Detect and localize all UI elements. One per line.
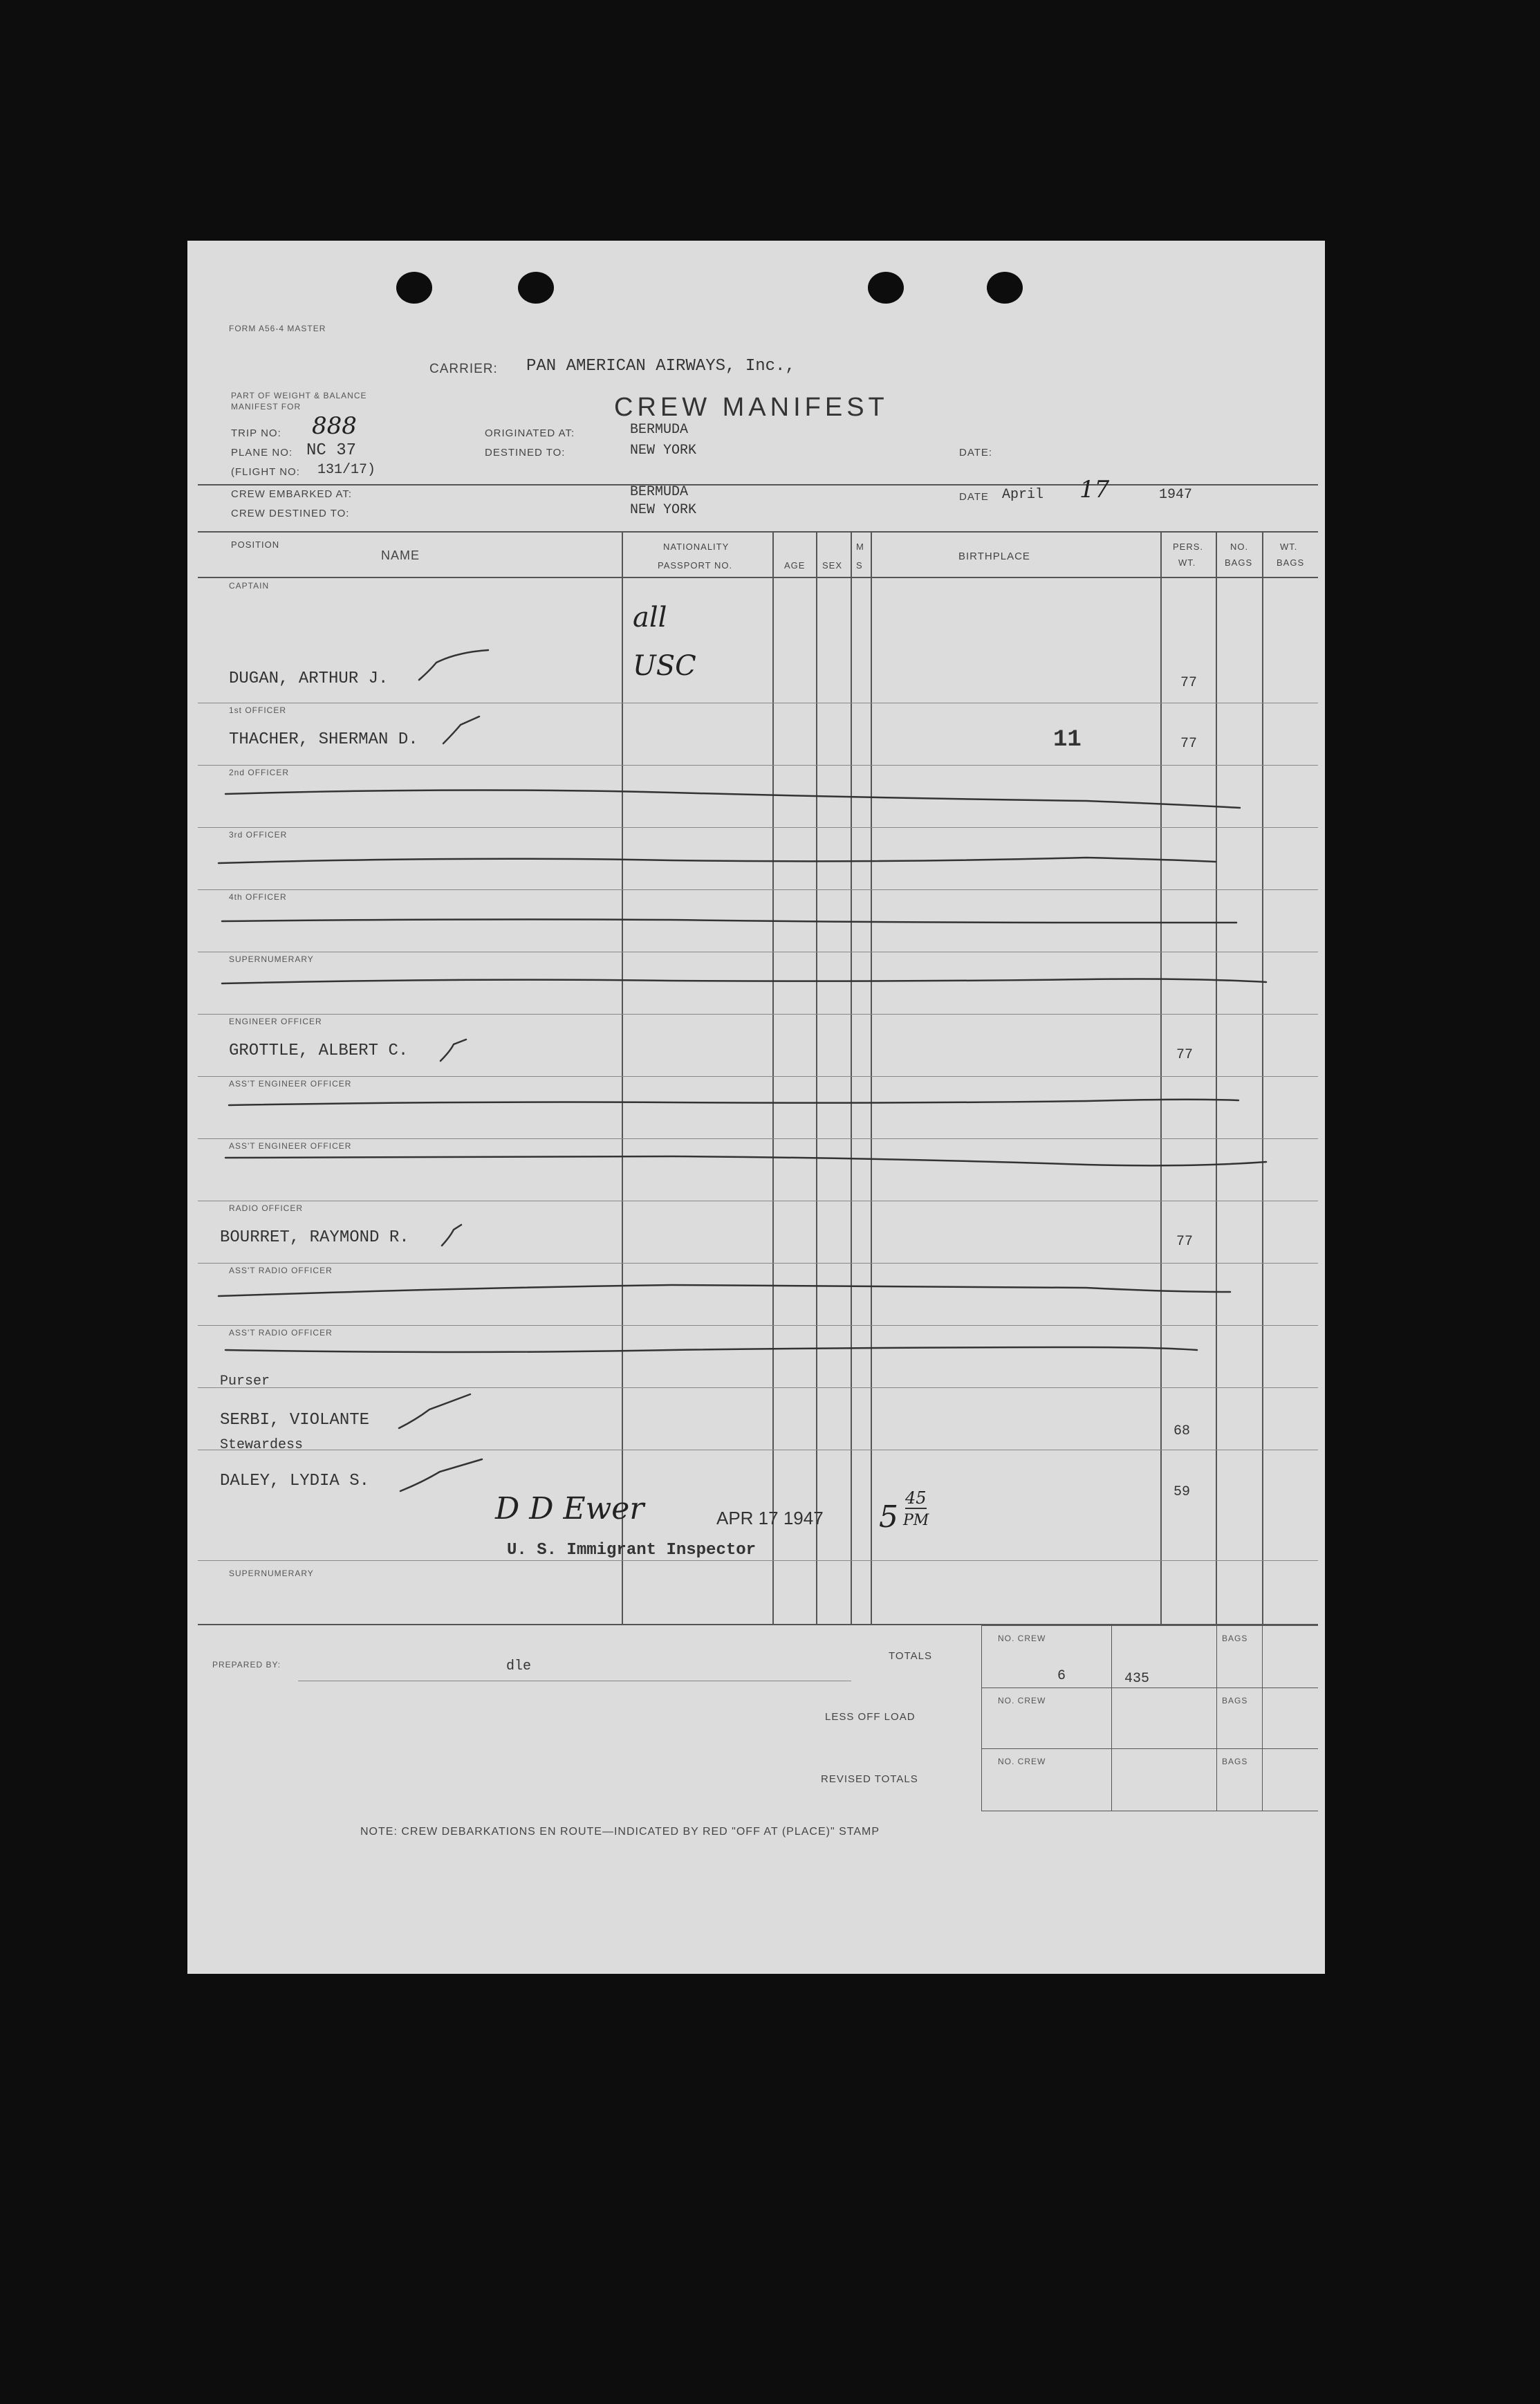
inspector-signature: D D Ewer: [495, 1491, 644, 1526]
crew-name: DALEY, LYDIA S.: [220, 1472, 370, 1490]
handwritten-nationality-all: all: [633, 602, 667, 634]
row-position: 1st OFFICER: [229, 705, 287, 715]
footer-note: NOTE: CREW DEBARKATIONS EN ROUTE—INDICATED BY RED "OFF AT (PLACE)" STAMP: [360, 1826, 880, 1838]
date-month: April: [1002, 487, 1044, 503]
row-position: 3rd OFFICER: [229, 830, 288, 840]
col-age: AGE: [784, 560, 806, 571]
col-ms-m: M: [856, 542, 864, 552]
pers-wt: 59: [1173, 1484, 1191, 1500]
crew-name: GROTTLE, ALBERT C.: [229, 1042, 409, 1060]
time-minutes: 45: [905, 1488, 927, 1508]
pers-wt: 77: [1176, 1234, 1194, 1250]
no-crew-label: NO. CREW: [998, 1696, 1046, 1705]
row-position: Stewardess: [220, 1437, 304, 1453]
carrier-value: PAN AMERICAN AIRWAYS, Inc.,: [526, 357, 795, 376]
row-position: 4th OFFICER: [229, 892, 287, 902]
embarked-label: CREW EMBARKED AT:: [231, 488, 353, 500]
form-number: FORM A56-4 MASTER: [229, 324, 326, 333]
col-wt: WT.: [1178, 557, 1196, 568]
check-mark: [399, 1394, 470, 1428]
row-position: Purser: [220, 1374, 270, 1389]
row-position: ENGINEER OFFICER: [229, 1017, 322, 1026]
trip-label: TRIP NO:: [231, 427, 281, 439]
less-off-label: LESS OFF LOAD: [825, 1711, 916, 1723]
pers-wt: 77: [1180, 675, 1198, 691]
strike-line: [225, 790, 1240, 808]
col-passport: PASSPORT NO.: [658, 560, 733, 571]
crew-destined-value: NEW YORK: [630, 502, 697, 518]
originated-value: BERMUDA: [630, 422, 689, 438]
crew-name: THACHER, SHERMAN D.: [229, 730, 418, 749]
revised-label: REVISED TOTALS: [821, 1773, 918, 1785]
trip-value: 888: [312, 412, 357, 440]
row-position: SUPERNUMERARY: [229, 1569, 314, 1578]
row-position: ASS'T ENGINEER OFFICER: [229, 1141, 352, 1151]
date2-label: DATE: [959, 491, 989, 503]
pers-wt: 77: [1176, 1047, 1194, 1063]
col-bags: BAGS: [1225, 557, 1253, 568]
strike-line: [225, 1347, 1197, 1352]
bags-label: BAGS: [1222, 1634, 1248, 1643]
check-mark: [400, 1459, 482, 1491]
destined-value: NEW YORK: [630, 443, 697, 459]
stamp-date: APR 17 1947: [716, 1508, 824, 1528]
col-no: NO.: [1230, 542, 1249, 552]
row-position: ASS'T RADIO OFFICER: [229, 1328, 333, 1338]
check-mark: [442, 1225, 461, 1246]
col-sex: SEX: [822, 560, 843, 571]
inspector-label: U. S. Immigrant Inspector: [507, 1541, 757, 1560]
birthplace-note: 11: [1053, 727, 1082, 753]
no-crew-label: NO. CREW: [998, 1757, 1046, 1766]
bags-label: BAGS: [1222, 1757, 1248, 1766]
originated-label: ORIGINATED AT:: [485, 427, 575, 439]
strike-line: [229, 1100, 1239, 1105]
carrier-label: CARRIER:: [429, 362, 498, 376]
col-pers: PERS.: [1173, 542, 1204, 552]
no-crew-label: NO. CREW: [998, 1634, 1046, 1643]
check-mark: [443, 716, 479, 743]
plane-label: PLANE NO:: [231, 447, 293, 459]
plane-value: NC 37: [306, 441, 357, 460]
prepared-by: dle: [506, 1658, 532, 1674]
pers-wt: 68: [1173, 1423, 1191, 1439]
wb-note-1: PART OF WEIGHT & BALANCE: [231, 391, 367, 400]
bags-label: BAGS: [1222, 1696, 1248, 1705]
pen-marks: [187, 241, 1325, 1974]
row-position: ASS'T ENGINEER OFFICER: [229, 1079, 352, 1089]
pers-wt: 77: [1180, 736, 1198, 752]
total-crew: 6: [1057, 1668, 1066, 1684]
totals-label: TOTALS: [889, 1650, 932, 1662]
crew-destined-label: CREW DESTINED TO:: [231, 508, 350, 519]
row-position: CAPTAIN: [229, 581, 270, 591]
crew-name: BOURRET, RAYMOND R.: [220, 1228, 409, 1247]
date-label: DATE:: [959, 447, 993, 459]
date-year: 1947: [1159, 487, 1193, 503]
strike-line: [222, 979, 1266, 984]
col-wt-bags-1: WT.: [1280, 542, 1298, 552]
flight-label: (FLIGHT NO:: [231, 466, 300, 478]
destined-label: DESTINED TO:: [485, 447, 566, 459]
crew-name: SERBI, VIOLANTE: [220, 1411, 370, 1430]
strike-line: [225, 1156, 1266, 1165]
col-wt-bags-2: BAGS: [1277, 557, 1305, 568]
col-ms-s: S: [856, 560, 863, 571]
row-position: 2nd OFFICER: [229, 768, 290, 777]
page-title: CREW MANIFEST: [614, 393, 889, 422]
row-position: RADIO OFFICER: [229, 1203, 304, 1213]
embarked-value: BERMUDA: [630, 484, 689, 500]
date-day: 17: [1079, 476, 1110, 503]
crew-name: DUGAN, ARTHUR J.: [229, 669, 389, 688]
time-hour: 5: [879, 1499, 898, 1535]
handwritten-nationality-usc: USC: [633, 650, 696, 682]
check-mark: [419, 650, 488, 680]
wb-note-2: MANIFEST FOR: [231, 402, 301, 412]
strike-line: [219, 858, 1216, 863]
col-name: NAME: [381, 548, 420, 562]
total-weight: 435: [1124, 1671, 1150, 1687]
col-position: POSITION: [231, 539, 280, 550]
manifest-sheet: [187, 241, 1325, 1974]
flight-value: 131/17): [317, 462, 376, 478]
prepared-label: PREPARED BY:: [212, 1660, 281, 1670]
strike-line: [222, 919, 1236, 923]
col-nationality: NATIONALITY: [663, 542, 730, 552]
row-position: ASS'T RADIO OFFICER: [229, 1266, 333, 1275]
check-mark: [440, 1039, 466, 1061]
strike-line: [219, 1285, 1230, 1296]
col-birthplace: BIRTHPLACE: [958, 551, 1030, 562]
row-position: SUPERNUMERARY: [229, 954, 314, 964]
time-ampm: PM: [903, 1512, 929, 1529]
